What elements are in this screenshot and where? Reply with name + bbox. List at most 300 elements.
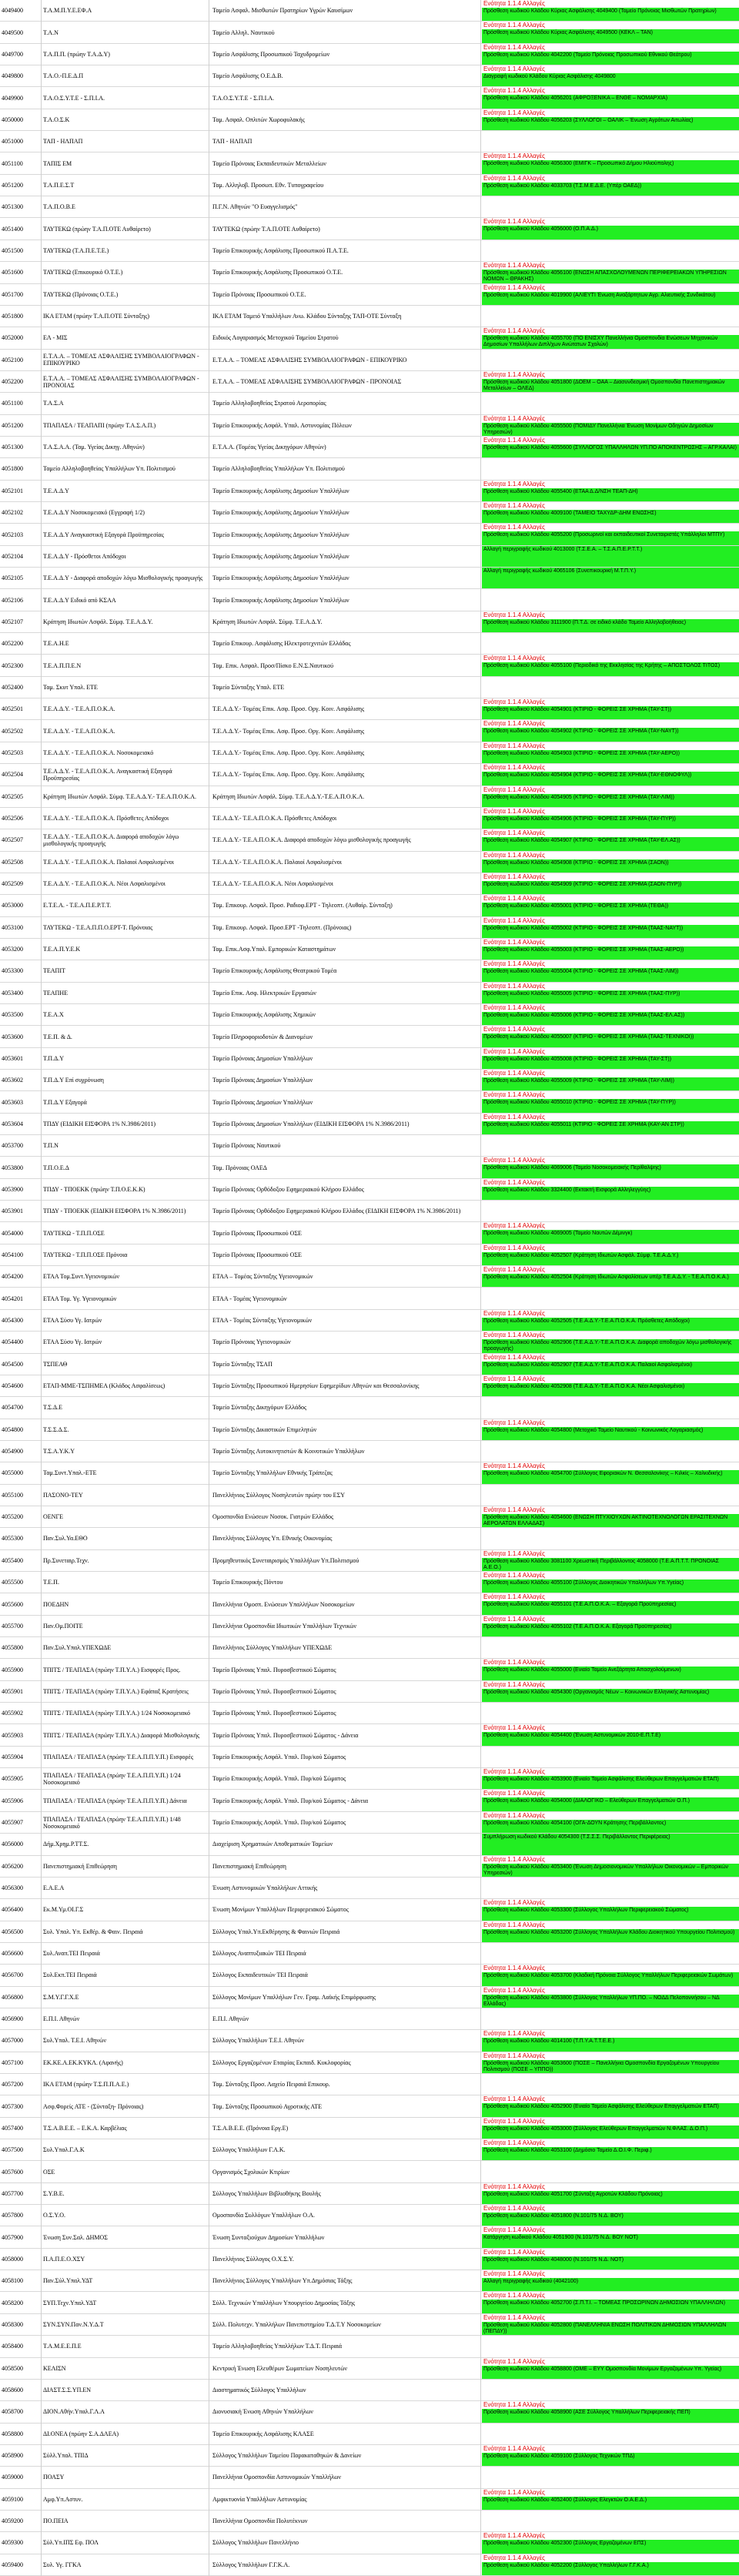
change-note <box>482 2270 739 2291</box>
fund-old-name: ΤΑΥΤΕΚΩ (πρώην Τ.Α.Π.ΟΤΕ Αυθαίρετο) <box>43 225 151 233</box>
fund-code: 4054400 <box>2 1338 23 1346</box>
fund-new-name: Τ.Ε.Α.Δ.Υ.- Τομέας Επικ. Ασφ. Προσ. Οργ. Κοιν. Ασφάλισης <box>212 727 365 735</box>
table-row <box>0 1201 739 1222</box>
change-note-title: Ενότητα 1.1.4 Αλλαγές <box>483 764 546 772</box>
fund-old-name: ΤΠΔΥ - ΤΠΟΕΚΚ (πρώην Τ.Π.Ο.Ε.Κ.Κ) <box>43 1185 145 1193</box>
change-note <box>482 1856 739 1877</box>
fund-new-name: Τ.Ε.Α.Δ.Υ.- Τ.Ε.Α.Π.Ο.Κ.Α. Νέοι Ασφαλισμένοι <box>212 880 333 888</box>
table-row <box>0 2358 739 2380</box>
change-note <box>482 1965 739 1985</box>
table-row <box>0 371 739 393</box>
fund-code: 4055300 <box>2 1535 23 1543</box>
change-note-text: Πρόσθεση κωδικού Κλάδου 4054905 (ΚΤΙΡΙΟ - ΦΟΡΕΙΣ ΣΕ ΧΡΗΜΑ (ΤΑΥ-ΛΙΜ)) <box>482 794 739 807</box>
change-note <box>482 1179 739 1200</box>
fund-new-name: Πανελλήνιος Σύλλογος Υπαλλήλων Υπ.Δημόσιας Τάξης <box>212 2277 353 2285</box>
fund-new-name: Ταμείο Αλληλοβοηθείας Υπαλλήλων Υπ. Πολιτισμού <box>212 465 345 473</box>
fund-old-name: Τ.Ε.Α.Δ.Υ. - Τ.Ε.Α.Π.Ο.Κ.Α. Διαφορά αποδοχών λόγω μισθολογικής προαγωγής <box>43 832 179 847</box>
fund-new-name: Ταμείο Επικουρικής Ασφάλισης Δημοσίων Υπαλλήλων <box>212 574 349 582</box>
change-note-title: Ενότητα 1.1.4 Αλλαγές <box>483 829 546 837</box>
table-row <box>0 1834 739 1855</box>
change-note-text: Πρόσθεση κωδικού Κλάδου 4058800 (ΟΜΕ – ΕΥΥ Ομοσπονδία Μονίμων Εργαζομένων Υπ. Υγείας) <box>482 2366 739 2379</box>
change-note-text: Πρόσθεση κωδικού Κλάδου 4055008 (ΚΤΙΡΙΟ - ΦΟΡΕΙΣ ΣΕ ΧΡΗΜΑ (ΤΑΥ-ΣΤ)) <box>482 1056 739 1069</box>
change-note-title: Ενότητα 1.1.4 Αλλαγές <box>483 2030 546 2038</box>
table-row <box>0 262 739 283</box>
table-row <box>0 2401 739 2423</box>
fund-new-name: Ταμείο Σύνταξης Αυτοκινητιστών & Κοινοτικών Υπαλλήλων <box>212 1448 365 1455</box>
table-row <box>0 2095 739 2117</box>
change-note <box>482 240 739 261</box>
change-note-title: Ενότητα 1.1.4 Αλλαγές <box>483 2182 546 2190</box>
change-note-title: Ενότητα 1.1.4 Αλλαγές <box>483 1419 546 1426</box>
table-row <box>0 502 739 524</box>
table-row <box>0 2118 739 2139</box>
table-row <box>0 1375 739 1397</box>
table-row <box>0 1878 739 1899</box>
fund-code: 4052107 <box>2 618 23 625</box>
fund-code: 4052102 <box>2 509 23 517</box>
fund-new-name: Ταμείο Σύνταξης Υπαλλήλων Εθνικής Τράπεζας <box>212 1469 333 1477</box>
change-note-title: Ενότητα 1.1.4 Αλλαγές <box>483 1091 546 1099</box>
fund-code: 4053100 <box>2 923 23 931</box>
change-note-text: Πρόσθεση κωδικού Κλάδου 4054700 (Σύλλογος Εφοριακών Ν. Θεσσαλονίκης – Κιλκίς – Χαλκιδικής) <box>482 1470 739 1483</box>
table-row <box>0 1659 739 1680</box>
table-row <box>0 350 739 371</box>
fund-new-name: Σύλλ. Τεχνικών Υπαλλήλων Υπουργείου Δημοσίας Τάξης <box>212 2299 356 2306</box>
change-note-title: Ενότητα 1.1.4 Αλλαγές <box>483 262 546 270</box>
fund-old-name: ΤΠΑΠΑΣΑ / ΤΕΑΠΑΠΙ (πρώην Τ.Α.Σ.Α.Π.) <box>43 421 156 429</box>
fund-code: 4057600 <box>2 2168 23 2176</box>
change-note <box>482 1157 739 1177</box>
column-divider <box>41 0 42 2576</box>
change-note <box>482 2336 739 2357</box>
fund-new-name: Τ.Ε.Α.Δ.Υ.- Τομέας Επικ. Ασφ. Προσ. Οργ. Κοιν. Ασφάλισης <box>212 749 365 756</box>
change-note-title: Ενότητα 1.1.4 Αλλαγές <box>483 2052 546 2059</box>
change-note <box>482 218 739 239</box>
change-note-text: Πρόσθεση κωδικού Κλάδου 4055003 (ΚΤΙΡΙΟ - ΦΟΡΕΙΣ ΣΕ ΧΡΗΜΑ (ΤΑΑΣ-ΑΕΡΟ)) <box>482 946 739 960</box>
change-note-title: Ενότητα 1.1.4 Αλλαγές <box>483 2401 546 2409</box>
fund-old-name: Τ.Ε.Α.Χ <box>43 1011 64 1019</box>
change-note <box>482 1593 739 1614</box>
fund-code: 4053601 <box>2 1054 23 1062</box>
table-row <box>0 1026 739 1047</box>
fund-old-name: Δήμ.Χρημ.Ρ.ΤΤ.Σ. <box>43 1841 89 1848</box>
fund-new-name: Ταμείο Σύνταξης Υπαλ. ΕΤΕ <box>212 683 285 691</box>
change-note <box>482 1878 739 1898</box>
change-note <box>482 611 739 632</box>
fund-old-name: Τ.Ε.Α.Π.Π.Ε.Ν <box>43 662 82 669</box>
fund-code: 4049800 <box>2 72 23 80</box>
change-note <box>482 1528 739 1549</box>
change-note-text: Πρόσθεση κωδικού Κλάδου 4052900 (Ενιαίο Ταμείο Ασφάλισης Ελεύθερων Επαγγελματιών ΕΤΑΠ) <box>482 2103 739 2116</box>
table-row <box>0 2314 739 2336</box>
table-row <box>0 1593 739 1615</box>
table-row <box>0 415 739 437</box>
fund-old-name: ΤΠΔΥ - ΤΠΟΕΚΚ (ΕΙΔΙΚΗ ΕΙΣΦΟΡΑ 1% Ν.3986/2011) <box>43 1208 186 1215</box>
change-note-text: Πρόσθεση κωδικού Κλάδου 4055700 (ΠΟ ΕΝΙΣΧΥ Πανελλήνια Ομοσπονδία Ενώσεων Μηχανικών Δημοσίων Υπαλλήλων Διπλ/χων Ανώτατων Σχολών) <box>482 335 739 348</box>
fund-new-name: Ταμείο Πρόνοιας Δημοσίων Υπαλλήλων <box>212 1054 313 1062</box>
fund-old-name: Τ.Π.Δ.Υ Εξαγορά <box>43 1098 87 1106</box>
change-note-text: Πρόσθεση κωδικού Κλάδου 4052504 (Κράτηση Ιδιωτών Ασφαλίσεων υπέρ Τ.Ε.Α.Δ.Υ. - Τ.Ε.Α.Π.Ο.Κ.Α.) <box>482 1274 739 1287</box>
fund-old-name: Τ.Σ.Α.Β.Ε.Ε. – Ε.Κ.Α. Καρβέλιας <box>43 2124 127 2132</box>
change-note <box>482 502 739 523</box>
fund-new-name: Ταμείο Ασφάλισης Προσωπικού Ταχυδρομείων <box>212 50 330 58</box>
fund-code: 4051800 <box>2 313 23 320</box>
change-note <box>482 2139 739 2160</box>
change-note <box>482 22 739 42</box>
table-row <box>0 764 739 786</box>
change-note-title: Ενότητα 1.1.4 Αλλαγές <box>483 1157 546 1164</box>
table-row <box>0 1899 739 1921</box>
change-note-text: Πρόσθεση κωδικού Κλάδου 4055009 (ΚΤΙΡΙΟ - ΦΟΡΕΙΣ ΣΕ ΧΡΗΜΑ (ΤΑΥ-ΛΙΜ)) <box>482 1077 739 1090</box>
table-row <box>0 2008 739 2030</box>
fund-old-name: Τ.Ε.Α.Δ.Υ - Πρόσθετοι Απόδοχοι <box>43 552 126 560</box>
fund-new-name: Σύλλογος Υπαλλήλων Βιβλιοθήκης Βουλής <box>212 2189 321 2197</box>
change-note-text: Πρόσθεση κωδικού Κλάδου 4052906 (Τ.Ε.Α.Δ.Υ.-Τ.Ε.Α.Π.Ο.Κ.Α. Διαφορά αποδοχών λόγω μισθολογικής προαγωγής) <box>482 1339 739 1352</box>
table-row <box>0 1332 739 1353</box>
change-note-text: Πρόσθεση κωδικού Κλάδου 4052300 (Σύλλογος Εργαζομένων ΕΠΣ) <box>482 2540 739 2553</box>
fund-code: 4056200 <box>2 1862 23 1870</box>
change-note <box>482 524 739 544</box>
table-row <box>0 1114 739 1135</box>
fund-new-name: Πανελλήνια Ομοσπ. Ενώσεων Υπαλλήλων Νοσοκομείων <box>212 1600 355 1608</box>
table-row <box>0 1703 739 1724</box>
fund-code: 4056800 <box>2 1993 23 2001</box>
change-note-title: Ενότητα 1.1.4 Αλλαγές <box>483 1549 546 1557</box>
change-note <box>482 764 739 785</box>
table-row <box>0 1747 739 1768</box>
change-note <box>482 0 739 21</box>
fund-new-name: ΙΚΑ ΕΤΑΜ Ταμειό Υπαλλήλων Ανω. Κλάδου Σύνταξης ΤΑΠ-ΟΤΕ Σύνταξη <box>212 313 402 320</box>
fund-old-name: ΟΣΕ <box>43 2168 55 2176</box>
fund-old-name: Τ.Ε.Π. & Δ. <box>43 1033 72 1040</box>
fund-old-name: Τ.Ε.Α.Π.Υ.Ε.Κ <box>43 946 81 953</box>
fund-old-name: ΙΚΑ ΕΤΑΜ (πρώην Τ.Α.Π.ΟΤΕ Σύνταξης) <box>43 313 150 320</box>
change-note-title: Ενότητα 1.1.4 Αλλαγές <box>483 1593 546 1601</box>
fund-new-name: Κράτηση Ιδιωτών Ασφάλ. Σύμφ. Τ.Ε.Α.Δ.Υ. <box>212 618 323 625</box>
table-row <box>0 829 739 851</box>
change-note-title: Ενότητα 1.1.4 Αλλαγές <box>483 327 546 335</box>
table-row <box>0 481 739 502</box>
table-row <box>0 677 739 698</box>
change-note-title: Ενότητα 1.1.4 Αλλαγές <box>483 2270 546 2278</box>
fund-new-name: Σύλλογος Αναπτυξιακών ΤΕΙ Πειραιά <box>212 1950 306 1958</box>
fund-code: 4054000 <box>2 1229 23 1237</box>
table-row <box>0 218 739 240</box>
change-note <box>482 2161 739 2182</box>
change-note-text: Πρόσθεση κωδικού Κλάδου 4052907 (Τ.Ε.Α.Δ.Υ.-Τ.Ε.Α.Π.Ο.Κ.Α. Παλαιοί Ασφαλισμένοι) <box>482 1362 739 1375</box>
change-note <box>482 983 739 1003</box>
change-note <box>482 1550 739 1571</box>
fund-code: 4053000 <box>2 902 23 909</box>
fund-code: 4058600 <box>2 2387 23 2394</box>
fund-new-name: Σύλλογος Υπαλλήλων Ταμείου Παρακαταθηκών & Δανείων <box>212 2452 362 2460</box>
fund-code: 4052505 <box>2 792 23 800</box>
fund-code: 4051500 <box>2 246 23 254</box>
table-row <box>0 1616 739 1637</box>
table-row <box>0 2445 739 2467</box>
fund-code: 4055700 <box>2 1622 23 1630</box>
fund-code: 4054700 <box>2 1404 23 1412</box>
change-note <box>482 1681 739 1702</box>
fund-new-name: Ταμείο Αλληλοβοηθείας Υπαλλήλων Τ.Δ.Τ. Πειραιά <box>212 2343 343 2350</box>
change-note <box>482 1026 739 1047</box>
fund-old-name: Παν.Σύλ.Υπαλ.ΥΔΤ <box>43 2277 93 2285</box>
change-note <box>482 1222 739 1243</box>
fund-new-name: Ταμείο Επικουρικής Ασφάλισης Δημοσίων Υπαλλήλων <box>212 509 349 517</box>
fund-old-name: Κράτηση Ιδιωτών Ασφάλ. Σύμφ. Τ.Ε.Α.Δ.Υ.- Τ.Ε.Α.Π.Ο.Κ.Α. <box>43 792 196 800</box>
change-note-text: Πρόσθεση κωδικού Κλάδου 4054909 (ΚΤΙΡΙΟ - ΦΟΡΕΙΣ ΣΕ ΧΡΗΜΑ (ΣΑΟΝ-ΠΥΡ)) <box>482 881 739 894</box>
table-row <box>0 589 739 611</box>
table-row <box>0 546 739 568</box>
table-row <box>0 568 739 589</box>
fund-code: 4054600 <box>2 1382 23 1390</box>
change-note-text: Πρόσθεση κωδικού Κλάδου 4014100 (Τ.Π.Υ.Α.Τ.Τ.Ε.Ε.) <box>482 2038 739 2051</box>
change-note-text: Πρόσθεση κωδικού Κλάδου 4055011 (ΚΤΙΡΙΟ - ΦΟΡΕΙΣ ΣΕ ΧΡΗΜΑ (ΚΑΥ-ΑΝ ΣΤΡ)) <box>482 1121 739 1134</box>
fund-old-name: ΙΚΑ ΕΤΑΜ (πρώην Τ.Σ.Π.Π.Α.Ε.) <box>43 2081 129 2089</box>
table-row <box>0 1965 739 1986</box>
change-note <box>482 1616 739 1636</box>
change-note-text: Πρόσθεση κωδικού Κλάδου 4052200 (Σύλλογος Υπαλλήλων Γ.Γ.Κ.Α.) <box>482 2562 739 2575</box>
change-note <box>482 2445 739 2466</box>
fund-old-name: ΚΕΛΙΣΝ <box>43 2364 66 2372</box>
fund-code: 4055000 <box>2 1469 23 1477</box>
fund-new-name: Σύλλογος Εκπαιδευτικών ΤΕΙ Πειραιά <box>212 1971 308 1979</box>
change-note-text: Πρόσθεση κωδικού Κλάδου 4019900 (ΑΛΙΕΥΤΙ Ένωση Αναξάρτητων Αγρ. Αλιευτικής Συνδικάτου) <box>482 292 739 305</box>
fund-old-name: Πανεπιστημιακή Επιθεώρηση <box>43 1862 117 1870</box>
fund-old-name: ΠΟΑΣΥ <box>43 2474 65 2481</box>
change-note-title: Ενότητα 1.1.4 Αλλαγές <box>483 414 546 422</box>
fund-old-name: Τ.Σ.Α.Υ.Κ.Υ <box>43 1448 75 1455</box>
fund-new-name: Π.Γ.Ν. Αθηνών "Ο Ευαγγελισμός" <box>212 203 298 211</box>
fund-new-name: Διαστηματικός Σύλλογος Υπαλλήλων <box>212 2387 306 2394</box>
change-note-title: Ενότητα 1.1.4 Αλλαγές <box>483 436 546 444</box>
table-row <box>0 22 739 43</box>
fund-code: 4055600 <box>2 1600 23 1608</box>
change-note <box>482 1201 739 1221</box>
fund-code: 4053900 <box>2 1185 23 1193</box>
fund-new-name: Ταμείο Πρόνοιας Εκπαιδευτικών Μεταλλείων <box>212 159 326 167</box>
fund-new-name: Τ.Α.Ο.Σ.Υ.Τ.Ε - Σ.Π.Ι.Α. <box>212 94 275 102</box>
fund-code: 4053400 <box>2 989 23 997</box>
change-note-text: Πρόσθεση κωδικού Κλάδου 4053600 (ΠΟΣΕ – Πανελλήνια Ομοσπονδία Εργαζομένων Υπουργείου Πολιτισμού (ΠΟΣΕ – ΥΠΠΟ)) <box>482 2060 739 2073</box>
fund-code: 4051300 <box>2 444 23 451</box>
fund-code: 4059000 <box>2 2474 23 2481</box>
change-note <box>482 1703 739 1723</box>
table-row <box>0 960 739 982</box>
fund-old-name: ΤΕΑΠΗΕ <box>43 989 68 997</box>
fund-new-name: Κράτηση Ιδιωτών Ασφάλ. Σύμφ. Τ.Ε.Α.Δ.Υ.-Τ.Ε.Α.Π.Ο.Κ.Α. <box>212 792 365 800</box>
change-note-title: Ενότητα 1.1.4 Αλλαγές <box>483 1680 546 1688</box>
change-note-title: Ενότητα 1.1.4 Αλλαγές <box>483 1462 546 1470</box>
change-note-text: Πρόσθεση κωδικού Κλάδου 4053200 (Σύλλογος Υπαλλήλων Κλάδου Διοικητικού Υπουργείου Πολιτισμού) <box>482 1929 739 1942</box>
change-note-title: Ενότητα 1.1.4 Αλλαγές <box>483 1266 546 1274</box>
fund-new-name: Ταμείο Πρόνοιας Υπαλ. Πυροσβεστικού Σώματος <box>212 1687 336 1695</box>
change-note <box>482 2401 739 2422</box>
table-row <box>0 2226 739 2248</box>
table-row <box>0 393 739 414</box>
fund-code: 4057400 <box>2 2124 23 2132</box>
change-note-text: Πρόσθεση κωδικού Κλάδου 4069006 (Ταμείο Νοσοκομειακής Περίθαλψης) <box>482 1164 739 1177</box>
fund-code: 4058200 <box>2 2299 23 2306</box>
change-note <box>482 808 739 829</box>
change-note-text: Πρόσθεση κωδικού Κλάδου 4054400 (Ένωση Αστυνομικών 2010-Ε.Π.Τ.Ε) <box>482 1732 739 1745</box>
change-note <box>482 1572 739 1593</box>
change-note <box>482 1987 739 2008</box>
fund-new-name: Ένωση Συνταξιούχων Δημοσίων Υπαλλήλων <box>212 2233 325 2241</box>
fund-code: 4055200 <box>2 1513 23 1521</box>
change-note-text: Πρόσθεση κωδικού Κλάδου 4054600 (ΕΝΩΣΗ ΠΤΥΧΙΟΥΧΩΝ ΑΚΤΙΝΟΤΕΧΝΟΛΟΓΩΝ ΕΡΑΣΙΤΕΧΝΩΝ ΑΕΡΟΛΑΤΩΝ ΕΛΛΑΔΑΣ) <box>482 1514 739 1527</box>
table-row <box>0 44 739 65</box>
change-note-text: Πρόσθεση κωδικού Κλάδου 4055010 (ΚΤΙΡΙΟ - ΦΟΡΕΙΣ ΣΕ ΧΡΗΜΑ (ΤΑΥ-ΠΥΡ)) <box>482 1099 739 1112</box>
fund-code: 4055100 <box>2 1491 23 1499</box>
table-row <box>0 808 739 829</box>
fund-new-name: Ταμείο Πρόνοιας Υπαλ. Πυροσβεστικού Σώματος <box>212 1710 336 1717</box>
change-note <box>482 546 739 567</box>
change-note <box>482 2226 739 2247</box>
table-row <box>0 196 739 218</box>
change-note <box>482 1288 739 1309</box>
change-note-text: Πρόσθεση κωδικού Κλάδου 4052400 (Σύλλογος Ελεγκτών Ο.Α.Ε.Δ.) <box>482 2497 739 2510</box>
change-note <box>482 895 739 916</box>
change-note <box>482 1659 739 1680</box>
fund-new-name: Ταμείο Πρόνοιας Ναυτικού <box>212 1142 281 1150</box>
fund-code: 4055900 <box>2 1666 23 1673</box>
change-note <box>482 284 739 305</box>
change-note <box>482 1070 739 1090</box>
change-note-title: Ενότητα 1.1.4 Αλλαγές <box>483 2357 546 2365</box>
change-note-title: Ενότητα 1.1.4 Αλλαγές <box>483 1768 546 1776</box>
fund-old-name: ΤΣΠΕΑΘ <box>43 1360 68 1368</box>
change-note <box>482 2205 739 2226</box>
fund-old-name: Τ.Ε.Α.Δ.Υ Νοσοκομειακό (Εγγραφή 1/2) <box>43 509 145 517</box>
fund-new-name: Ταμείο Επικουρικής Ασφάλισης Θεατρικού Τομέα <box>212 967 337 975</box>
table-row <box>0 2292 739 2313</box>
change-note <box>482 1135 739 1156</box>
change-note-text: Πρόσθεση κωδικού Κλάδου 4054904 (ΚΤΙΡΙΟ - ΦΟΡΕΙΣ ΣΕ ΧΡΗΜΑ (ΤΑΥ-ΕΘΝΟΦΥΛ)) <box>482 772 739 785</box>
fund-code: 4059200 <box>2 2517 23 2525</box>
fund-new-name: Σύλλογος Υπαλλήλων Γ.Γ.Κ.Α. <box>212 2561 290 2568</box>
fund-old-name: Τ.Ε.Α.Η.Ε <box>43 640 69 648</box>
fund-old-name: Ε.Τ.Α.Α. – ΤΟΜΕΑΣ ΑΣΦΑΛΙΣΗΣ ΣΥΜΒΟΛΑΙΟΓΡΑΦΩΝ - ΕΠΙΚΟΥΡΙΚΟ <box>43 353 199 367</box>
fund-code: 4055400 <box>2 1556 23 1564</box>
change-note-title: Ενότητα 1.1.4 Αλλαγές <box>483 1113 546 1121</box>
fund-new-name: Ταμ. Σύνταξης Προσωπικού Αγροτικής ΑΤΕ <box>212 2102 323 2110</box>
change-note-title: Ενότητα 1.1.4 Αλλαγές <box>483 2226 546 2234</box>
change-note <box>482 2095 739 2116</box>
fund-old-name: Πρ.Συνεταιρ.Τεχν. <box>43 1556 89 1564</box>
change-note <box>482 1485 739 1506</box>
table-row <box>0 1310 739 1332</box>
fund-new-name: Ταμείο Επικουρικής Ασφάλ. Υπαλ. Αστυνομίας Πόλεων <box>212 421 352 429</box>
fund-new-name: Ταμείο Πληροφοριοδοτών & Διανομέων <box>212 1033 313 1040</box>
fund-new-name: Ταμείο Επικουρικής Ασφάλ. Υπαλ. Πυρ/κού Σώματος <box>212 1753 346 1760</box>
table-row <box>0 2467 739 2488</box>
fund-new-name: Σύλλογος Μονίμων Υπαλλήλων Γεν. Γραμ. Λαϊκής Επιμόρφωσης <box>212 1993 376 2001</box>
fund-old-name: ΤΑΠΙΣ ΕΜ <box>43 159 72 167</box>
table-row <box>0 1856 739 1878</box>
fund-code: 4055500 <box>2 1579 23 1586</box>
fund-new-name: Ταμ. Ασφαλ. Οπλιτών Χωροφυλακής <box>212 116 305 123</box>
change-note <box>482 1462 739 1483</box>
fund-old-name: ΕΤΑΑ Σύσυ Υγ. Ιατρών <box>43 1338 102 1346</box>
fund-old-name: Τ.Ε.Α.Δ.Υ. - Τ.Ε.Α.Π.Ο.Κ.Α. Νοσοκομειακό <box>43 749 154 756</box>
fund-old-name: ΠΟ.ΠΕΙΑ <box>43 2517 69 2525</box>
change-note <box>482 698 739 719</box>
fund-old-name: Τ.Α.Σ.Α <box>43 400 64 407</box>
change-note <box>482 677 739 698</box>
change-note <box>482 1768 739 1789</box>
fund-code: 4056900 <box>2 2015 23 2023</box>
fund-old-name: ΤΑΥΤΕΚΩ - Τ.Ε.Α.Π.Π.Ο.ΕΡΤ-Τ. Πρόνοιας <box>43 923 153 931</box>
fund-code: 4049500 <box>2 28 23 36</box>
table-row <box>0 152 739 174</box>
fund-new-name: Ταμείο Σύνταξης ΤΣΑΠ <box>212 1360 273 1368</box>
table-row <box>0 2205 739 2226</box>
table-row <box>0 2052 739 2074</box>
change-note <box>482 720 739 741</box>
fund-new-name: Σύλλογος Υπαλ.Υπ.Εκθέρησης & Φαινιών Πειραιά <box>212 1928 340 1935</box>
fund-new-name: Τ.Σ.Α.Β.Ε.Ε. (Πρόνοια Εργ.Ε) <box>212 2124 289 2132</box>
fund-code: 4057800 <box>2 2212 23 2219</box>
change-note-text: Πρόσθεση κωδικού Κλάδου 4053300 (Σύλλογος Υπαλλήλων Περιφερειακού Σώματος) <box>482 1907 739 1920</box>
table-row <box>0 2380 739 2401</box>
fund-code: 4058800 <box>2 2430 23 2437</box>
change-note-title: Ενότητα 1.1.4 Αλλαγές <box>483 1178 546 1186</box>
fund-old-name: Τ.Α.Π.Ο.Β.Ε <box>43 203 75 211</box>
change-note <box>482 2249 739 2269</box>
change-note-title: Ενότητα 1.1.4 Αλλαγές <box>483 2532 546 2540</box>
fund-new-name: Διαχείριση Χρηματικών Αποθεματικών Ταμείων <box>212 1841 333 1848</box>
table-row <box>0 524 739 545</box>
fund-code: 4059400 <box>2 2561 23 2568</box>
table-row <box>0 327 739 349</box>
change-note-title: Ενότητα 1.1.4 Αλλαγές <box>483 2292 546 2300</box>
fund-code: 4051200 <box>2 421 23 429</box>
fund-new-name: ΤΑΥΤΕΚΩ (πρώην Τ.Α.Π.ΟΤΕ Αυθαίρετο) <box>212 225 320 233</box>
change-note-title: Ενότητα 1.1.4 Αλλαγές <box>483 1855 546 1863</box>
table-row <box>0 1419 739 1441</box>
change-note-text: Πρόσθεση κωδικού Κλάδου 4052507 (Κράτηση Ιδιωτών Ασφάλ. Σύμφ. Τ.Ε.Α.Δ.Υ.) <box>482 1252 739 1265</box>
change-note <box>482 829 739 850</box>
change-note <box>482 1332 739 1352</box>
fund-new-name: Σύλλογος Εργαζομένων Εταιρίας Εκπαιδ. Κυκλοφορίας <box>212 2058 351 2066</box>
change-note <box>482 306 739 327</box>
table-row <box>0 2532 739 2554</box>
table-row <box>0 611 739 633</box>
fund-old-name: ΤΕΑΠΙΤ <box>43 967 65 975</box>
change-note-title: Ενότητα 1.1.4 Αλλαγές <box>483 1026 546 1033</box>
change-note-text: Πρόσθεση κωδικού Κλάδου 4051800 (ΔΟΕΜ – ΟΑΑ – Διασυνδεσμική Ομοσπονδία Πανεπιστημιακών Μεταλλείων – ΟΛΕΔ) <box>482 379 739 392</box>
fund-new-name: Ταμ. Επικουρ. Ασφαλ. Προσ.ΕΡΤ -Τηλεοπτ. (Πρόνοιας) <box>212 923 352 931</box>
change-note-text: Πρόσθεση κωδικού Κλάδου 4054907 (ΚΤΙΡΙΟ - ΦΟΡΕΙΣ ΣΕ ΧΡΗΜΑ (ΤΑΥ-ΕΛ.ΑΣ)) <box>482 837 739 850</box>
fund-new-name: Τ.Ε.Α.Δ.Υ.- Τομέας Επικ. Ασφ. Προσ. Οργ. Κοιν. Ασφάλισης <box>212 771 365 779</box>
table-row <box>0 437 739 458</box>
change-note-title: Ενότητα 1.1.4 Αλλαγές <box>483 218 546 226</box>
change-note-title: Ενότητα 1.1.4 Αλλαγές <box>483 1244 546 1251</box>
change-note-title: Ενότητα 1.1.4 Αλλαγές <box>483 982 546 990</box>
change-note <box>482 1834 739 1854</box>
fund-new-name: Ταμείο Επικουρικής Ασφάλισης Δημοσίων Υπαλλήλων <box>212 596 349 604</box>
change-note-text: Πρόσθεση κωδικού Κλάδου 4055200 (Προσωρινοί και εκπαιδευτικοί Συνεταιριστές Υπάλληλοι ΜΤΠΥ) <box>482 531 739 544</box>
fund-code: 4054201 <box>2 1295 23 1302</box>
change-note <box>482 633 739 654</box>
change-note <box>482 852 739 873</box>
fund-old-name: Τ.Ε.Α.Δ.Υ. - Τ.Ε.Α.Π.Ο.Κ.Α. Νέοι Ασφαλισμένοι <box>43 880 166 888</box>
change-note-text: Πρόσθεση κωδικού Κλάδου 4053400 (Ένωση Δημοσιονομικών Υπαλλήλων Οικονομικών – Εμπορικών Υπηρεσιών) <box>482 1864 739 1877</box>
change-note <box>482 2467 739 2487</box>
fund-code: 4053600 <box>2 1033 23 1040</box>
change-note <box>482 87 739 108</box>
